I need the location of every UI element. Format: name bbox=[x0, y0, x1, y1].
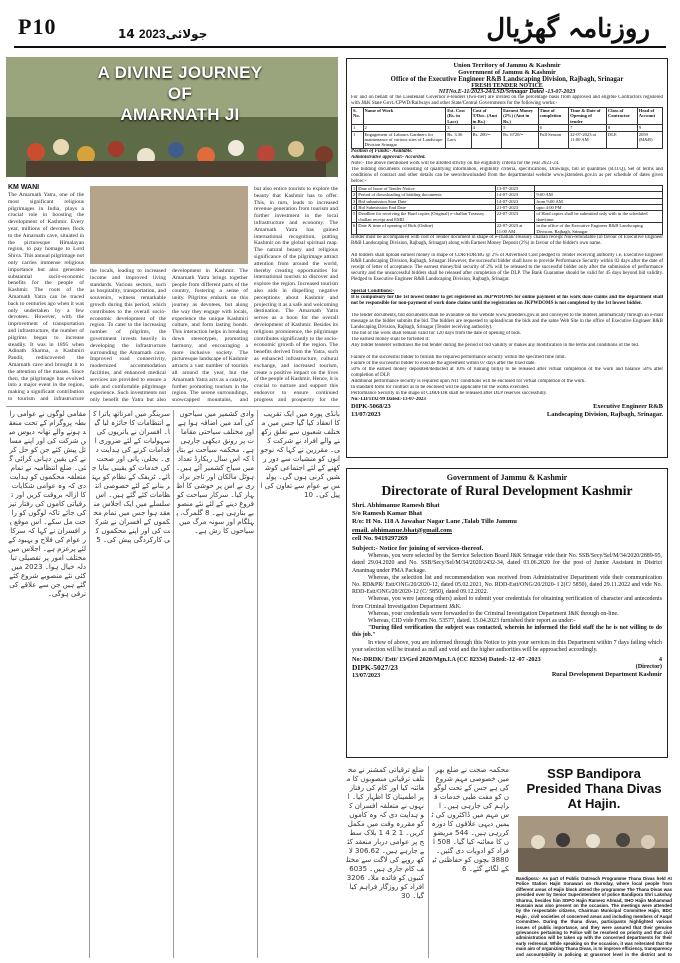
tender-sign-1: Executive Engineer R&B bbox=[593, 403, 663, 411]
rural-p3: Whereas, you were (among others) asked to submit your credentials for obtaining verification of character and antecedents from Criminal Investigation Department J&K. bbox=[352, 596, 662, 610]
rural-address-block bbox=[352, 502, 662, 553]
ssp-body: Bandipora:- As part of Public Outreach Programme Thana Divas held At Police Station Hajin Sonawari on thursday, where local people from different areas of Hajin block attend the programme The Thana Divas was presided over by Senior Superintendent of police Bandipora Shri Lakshay Sharma, besides him SDPO Hajin Rameez Ahmad, SHO Hajin Mohammad Hussain was also present on the occasion. The meetings were attended by the respectable citizens, Chairman Municipal Committee Hajin, BDC Hajin , civil societies of concerned areas and including members of Auqaf Committee. During the thana divas, participants highlighted various issues of public importance, and they were assured that their genuine grievances pertaining to Police will be resolved on priority and that civil administration will be taken up with the concerned departments for their early redressal. While speaking on the occasion, it was reiterated that the main aim of organizing Thana Divas, is to improve efficiency, transparency and accountability in policing at grassroot level in the district and to bbox=[516, 876, 672, 957]
tender-para-1: Bidder must be accompanied with cost of Tender document in shape of e-challan/Treasury challan receipt Non-refundable (in favour of Executive Engineer R&B Landscaping Division, Rajbagh, Srinagar) along with Earnest Money Deposit (2%) in favour of the bidder's own name. bbox=[351, 235, 663, 247]
schedule-cell: in the office of the Executive Engineer R&B Landscaping Division, Rajbagh, Srinagar bbox=[535, 223, 663, 235]
rural-no: No:-DRDK/ Estt/ 13/Grd 2020/Mgn.I.A (CC 82334) Dated:-12 -07 -2023 bbox=[352, 656, 541, 664]
table-header-cell: Name of Work bbox=[363, 108, 446, 125]
table-cell: Engagement of Labours Gardners for maintenance of various sites of Landscape Division Srinagar bbox=[363, 131, 446, 148]
urdu-column-3: وادی کشمیر میں سیاحوں کی آمد میں اضافہ ہوا ہے اور مختلف سیاحتی مقامات پر رونق دیکھی جارہی ہے۔ محکمہ سیاحت نے بتایا کہ اس سال ریکارڈ تعداد میں سیاح کشمیر آئے ہیں۔ ہوٹل مالکان اور تاجر برادری نے اس پر خوشی کا اظہار کیا۔ سرکار سیاحت کو فروغ دینے کے لئے نئے منصوبے بنارہی ہے۔ 8 گلمرگ، پہلگام اور سونہ مرگ میں سیاحوں کا رش ہے۔ bbox=[176, 410, 254, 535]
urdu-column-4: بانڈی پورہ میں ایک تقریب کا انعقاد کیا گیا جس میں مختلف شعبوں سے تعلق رکھنے والے افراد نے شرکت کی۔ مقررین نے کہا کہ نوجوانوں کو منشیات سے دور رکھنے کے لئے اجتماعی کوششیں کرنی ہوں گی۔ پولیس نے عوام سے تعاون کی اپیل کی۔ 10 bbox=[260, 410, 340, 499]
rural-p5: Whereas, CID vide Form No. 53577, dated. 15.04.2023 furnished their report as under:- bbox=[368, 618, 576, 625]
schedule-cell: Date & time of opening of Bids (Online) bbox=[357, 223, 495, 235]
meeting-photo-illustration bbox=[518, 816, 668, 872]
rural-addr-3: R/o: H No. 118 A Jawahar Nagar Lane ,Talab Tillo Jammu bbox=[352, 518, 517, 526]
table-cell: 2059 (M&R) bbox=[637, 131, 662, 148]
tender-sc-11: Performance Security in the shape of CDR/FDR shall be released after DLP reserves successfully. bbox=[351, 391, 548, 397]
tender-sc-4: The earnest money shall be forfeited if: bbox=[351, 337, 430, 343]
table-number-cell: 9 bbox=[637, 125, 662, 131]
newspaper-name: روزنامہ گھڑیال bbox=[486, 14, 650, 44]
tender-note: Note:- The above mentioned work will be allotted strictly on the eligibility criteria for the year 2023-24. bbox=[351, 160, 560, 166]
rural-sign-no: 4 bbox=[658, 656, 662, 664]
schedule-cell: Deadline for receiving the Hard copies (Original) e-challan Treasury challan receipt and EMD bbox=[357, 211, 495, 223]
tender-sc-1: It is compulsory for the 1st lowest bidder to get registered on JKPWDOMS for online payment of his work done claims and the department shall not be responsible for non-payment of work done claims until the registration on JKPWDOMS is not completed by the 1st lowest bidder. bbox=[351, 295, 663, 307]
table-number-cell: 3 bbox=[446, 125, 471, 131]
tender-org-2: Government of Jammu & Kashmir bbox=[458, 69, 556, 76]
table-header-cell: Class of Contractor bbox=[606, 108, 637, 125]
tender-special-heading: Special Conditions:- bbox=[351, 289, 395, 295]
rural-sign-1: (Director) bbox=[635, 663, 662, 671]
header-date bbox=[118, 27, 211, 41]
ssp-headline-2: Presided Thana Divas bbox=[526, 781, 662, 796]
tender-date: 13/07/2023 bbox=[351, 410, 381, 418]
tender-notice bbox=[346, 58, 668, 458]
table-row bbox=[352, 131, 663, 148]
lead-column-3: development in Kashmir. The Amarnath Yatra brings together people from different parts of the country, fostering a sense of unity. Pilgrims embark on this journey as devotees, but along the way they engage with locals, experience the unique Kashmiri culture, and form lasting bonds. This interaction helps in breaking down stereotypes, promoting harmony, and encouraging a more inclusive society. The picturesque landscape of Kashmir attracts a vast number of tourists all around the year, but the Amarnath Yatra acts as a catalyst, further promoting tourism in the region. The serene surroundings, snowcapped mountains, and bbox=[172, 268, 248, 402]
schedule-cell: 3 bbox=[353, 198, 356, 204]
table-header-cell: Est. Cost (Rs. in Lacs) bbox=[446, 108, 471, 125]
column-rule bbox=[89, 410, 90, 958]
ssp-headline bbox=[514, 766, 674, 811]
schedule-cell: of Hard copies shall be submitted only with in the scheduled date/time. bbox=[535, 211, 663, 223]
section-divider bbox=[6, 406, 340, 407]
lead-inset-photo bbox=[90, 186, 248, 264]
table-header-row bbox=[352, 108, 663, 125]
tender-sc-6: Failure of the successful bidder to furnish the required performance security within the specified time limit. bbox=[351, 355, 566, 361]
table-header-cell: S. No. bbox=[352, 108, 364, 125]
table-cell: Rs. 200/= bbox=[471, 131, 502, 148]
rural-p1: Whereas, you were selected by the Service Selection Board J&K Srinagar vide their No. SSB/Secy/Sel/M/34/2020/2889-95, dated 29.04.2020 and No. SSB/Secy/Sel/M/34/2020/2432-34, dated 03.06.2020 for the post of Junior Assistant in District Anantnag under PMA Package. bbox=[352, 553, 662, 574]
ssp-headline-3: At Hajin. bbox=[567, 796, 621, 811]
ssp-story bbox=[514, 766, 674, 958]
schedule-cell: from 9:00 AM bbox=[535, 198, 663, 204]
tender-intro: For and on behalf of the Lieutenant Governor e-tenders (two-tier) are invited on the percentage basis from approved and eligible Contractors registered with J&K State Govt./CPWD/Railways and other State/Central Governments for the following works:- bbox=[351, 95, 663, 106]
table-number-cell: 4 bbox=[471, 125, 502, 131]
schedule-cell: 14-07-2023 bbox=[495, 192, 535, 198]
header-date-year: 2023 bbox=[138, 27, 166, 41]
table-header-cell: Time of completion bbox=[538, 108, 568, 125]
schedule-cell: Period of downloading of bidding documents bbox=[357, 192, 495, 198]
tender-sc-9: Additional performance security is required upon NIT conditions will be enclosed for virtual completion of the work. bbox=[351, 379, 586, 385]
lead-byline: KM WANI bbox=[8, 184, 40, 191]
table-number-cell: 6 bbox=[538, 125, 568, 131]
column-rule bbox=[428, 766, 429, 958]
tender-admin: Administrative approval:- Accorded. bbox=[351, 154, 426, 160]
schedule-cell: Date of Issue of Tender Notice bbox=[357, 185, 495, 191]
ssp-photo bbox=[518, 816, 668, 872]
lead-column-1: The Amarnath Yatra, one of the most significant religious pilgrimages in India, plays a crucial role in boosting the development of Kashmir. Every year, millions of devotees flock to the Amarnath cave, situated in the picturesque Himalayan region, to pay homage to Lord Shiva. This annual pilgrimage not only carries immense religious importance but also generates substantial socio-economic benefits for the people of Kashmir. The roots of the Amarnath Yatra can be traced back to centuries ago when it was only undertaken by a few devotees. However, with the improvement of transportation and infrastructure, the number of pilgrims began to increase steadily. It was in 1895 when Adinath Sharma, a Kashmiri Pandit, rediscovered the Amarnath cave and brought it to the attention of the masses. Since then, the pilgrimage has evolved into a major event in the region, making a significant contribution to tourism and infrastructure bbox=[8, 192, 84, 402]
rural-footer bbox=[352, 656, 662, 680]
schedule-cell: upto 4:00 PM bbox=[535, 205, 663, 211]
rural-p2: Whereas, the selection list and recommendation was received from Administrative Department vide their communication No. RD&PR/ Estt/ONG/20/2020-12, dated 05.02.2021, No. RDD-Estt/ONG/20/2020- I 2(C/ 5850), dated 29.11.2022 and vide No. RDD-Estt/ONG/20/2020-12 (C/ 5850), dated 09.12.2022. bbox=[352, 574, 662, 596]
schedule-cell: 13-07-2023 bbox=[495, 185, 535, 191]
schedule-cell: Bid submission Start Date bbox=[357, 198, 495, 204]
table-number-cell: 5 bbox=[502, 125, 539, 131]
lead-headline bbox=[90, 62, 270, 125]
tender-sc-3: The bid of the work shall remain valid for 120 days from the date of opening of bids. bbox=[351, 331, 521, 337]
tender-sc-10: In standard form for contract as to be enclosed will be applicable for the works executed. bbox=[351, 385, 529, 391]
table-number-cell: 1 bbox=[352, 125, 364, 131]
rural-p6: "During filed verification the subject was contacted, wherein he informed the field staff the he is not willing to do this job." bbox=[352, 625, 662, 639]
tender-para-2: All bidders shall upload earnest money in shape of CDR/FDR/BG @ 2% of Advertised Cost pledged to Tender receiving authority i.e. Executive Engineer R&B Landscaping Division, Rajbagh, Srinagar. However, the successful bidder shall have to provide Performance Security within 02 days after the date of receipt of letter of acceptance. The earnest money/bid security of 2% will be released to the successful bidder only after the submission of performance security and the unsuccessful bidders shall be released after completion of the DLP. The Bank Guarantee should be valid for 45 days beyond bid validity. Pledged to Executive Engineer R&B Landscaping Division, Rajbagh, Srinagar. bbox=[351, 253, 663, 283]
rural-addr-2: S/o Ramesh Kamar Bhat bbox=[352, 510, 423, 518]
lead-headline-line-1: A DIVINE JOURNEY OF bbox=[97, 63, 263, 103]
tender-schedule-table bbox=[351, 185, 663, 235]
schedule-cell: 9:00 AM bbox=[535, 192, 663, 198]
page-number: P10 bbox=[18, 14, 57, 39]
schedule-cell: 5 bbox=[352, 211, 357, 223]
table-header-cell: Cost of T/Doc. (Amt in Rs.) bbox=[471, 108, 502, 125]
ssp-headline-1: SSP Bandipora bbox=[547, 766, 641, 781]
table-header-cell: Earnest Money (2%) (Amt in Rs.) bbox=[502, 108, 539, 125]
rural-gov: Government of Jammu & Kashmir bbox=[446, 473, 568, 482]
tender-footer bbox=[351, 403, 663, 418]
tender-sc-8: 50% of the earnest money deposited/deducted at 10% of running bill(s) to be released after virtual completion of the work and balance 50% after completion of DLP. bbox=[351, 367, 663, 379]
table-cell: Rs. 6720/= bbox=[502, 131, 539, 148]
schedule-row bbox=[352, 211, 663, 223]
rural-p7: In view of above, you are informed through this Notice to join your services in this Department within 7 days failing which your selection will be treated as null and void and the higher authorities will be approached accordingly. bbox=[352, 639, 662, 653]
header-rule bbox=[14, 46, 666, 48]
table-number-cell: 2 bbox=[363, 125, 446, 131]
lead-headline-line-2: AMARNATH JI bbox=[120, 105, 240, 124]
tender-no: No:-LD/1192-99 Dated:-13-07-2023 bbox=[351, 397, 426, 403]
column-rule bbox=[173, 410, 174, 958]
rural-email: email. abhimanue.bhat@gmail.com bbox=[352, 526, 452, 534]
column-rule bbox=[257, 410, 258, 958]
schedule-cell: 21-07-2023 bbox=[495, 205, 535, 211]
rural-sign-2: Rural Development Department Kashmir bbox=[551, 670, 662, 678]
tender-works-table bbox=[351, 107, 663, 149]
rural-date: 13/07/2023 bbox=[352, 672, 381, 680]
tender-bidding: The bidding documents consisting of qualifying information, eligibility criteria, specifications, Drawings, bill of quantities (B.O.Q), Set of terms and conditions of contract and other details can be seen/downloaded from the departmental website www.jktenders.gov.in as per schedule of dates given below:- bbox=[351, 166, 663, 184]
table-number-cell: 7 bbox=[569, 125, 607, 131]
schedule-cell: 2 bbox=[353, 192, 356, 198]
rural-p4: Whereas, your credentials were forwarded to the Criminal Investigation Department J&K through on-line. bbox=[368, 610, 619, 617]
rural-addr-1: Shri. Abhimanue Ramesh Bhat bbox=[352, 502, 440, 509]
rural-body bbox=[352, 553, 662, 654]
schedule-cell: 1 bbox=[353, 185, 356, 191]
schedule-cell: 4 bbox=[353, 205, 356, 211]
rural-notice bbox=[346, 468, 668, 758]
tender-title: FRESH TENDER NOTICE bbox=[471, 83, 543, 89]
rural-code: DIPK-5027/23 bbox=[352, 663, 398, 673]
table-header-cell: Time & Date of Opening of tender bbox=[569, 108, 607, 125]
lead-column-2: the locals, leading to increased income and improved living standards. Various sectors, such as hospitality, transportation, and souvenirs, witness remarkable growth during this period, which contributes to the overall socio-economic development of the region. To cater to the increasing number of pilgrims, the government invests heavily in developing the infrastructure surrounding the Amarnath cave. Improved road connectivity, modernized accommodation facilities, and enhanced medical services are provided to ensure a safe and comfortable pilgrimage experience. Such investments not only benefit the Yatra but also bbox=[90, 268, 166, 402]
tender-position: Position of Funds:- Available. bbox=[351, 148, 413, 154]
rural-subject: Subject:- Notice for joining of services-thereof. bbox=[352, 545, 484, 553]
table-cell: Rs. 3.36 Lacs bbox=[446, 131, 471, 148]
tender-org-1: Union Territory of Jammu & Kashmir bbox=[453, 62, 561, 69]
tender-sc-7: Failure of the successful bidder to execute the agreement within 07 days after the fixed date. bbox=[351, 361, 536, 367]
lead-column-4: but also entice tourists to explore the beauty that Kashmir has to offer. This, in turn, leads to increased revenue generation from tourism and further investment in the local infrastructure and economy. The Amarnath Yatra has gained international recognition, putting Kashmir on the global spiritual map. The natural beauty and religious significance of the pilgrimage attract attention from around the world, thereby creating opportunities for international tourists to discover and explore the region. Increased tourism also aids in dispelling negative perceptions about Kashmir and projecting it as a safe and welcoming destination. The Amarnath Yatra serves as a boon for the overall development of Kashmir. Besides its religious prominence, the pilgrimage contributes significantly to the socio-economic growth of the region. The benefits derived from the Yatra, such as enhanced infrastructure, cultural exchange, and increased tourism, create a positive impact on the lives of the people of Kashmir. Hence, it is crucial to nurture and support this endeavor to ensure continued progress and prosperity for the bbox=[254, 186, 338, 402]
schedule-cell: 6 bbox=[352, 223, 357, 235]
urdu-column-2: سرینگر میں امرناتھ یاترا کے انتظامات کا جائزہ لیا گیا۔ افسران نے یاتریوں کی سہولیات کے لئے ضروری اقدامات کرنے کی ہدایت دی۔ بجلی، پانی اور صحت کی خدمات کو یقینی بنایا جائے۔ ٹریفک کے نظام کو بہتر بنانے کے لئے خصوصی انتظامات کئے گئے ہیں۔ اس سلسلے میں ایک اجلاس منعقد ہوا جس میں تمام محکموں کے افسران نے شرکت کی اور اپنے محکموں کی کارکردگی پیش کی۔ 5 bbox=[92, 410, 170, 544]
schedule-row bbox=[352, 223, 663, 235]
table-number-cell: 8 bbox=[606, 125, 637, 131]
urdu-column-5: ضلع ترقیاتی کمشنر نے مختلف ترقیاتی منصوبوں کا معائنہ کیا اور کام کی رفتار پر اطمینان کا اظہار کیا۔ انہوں نے متعلقہ افسران کو ہدایت دی کہ وہ کاموں کو مقررہ وقت میں مکمل کریں۔ 1 2 4 1 بلاک سطح پر عوامی دربار منعقد کئے جارہے ہیں۔ 306.62 لاکھ روپے کی لاگت سے مختلف کام جاری ہیں۔ 6035 کنبوں کو فائدہ ملا۔ 3206 افراد کو روزگار فراہم کیا گیا۔ 30 bbox=[346, 766, 424, 900]
tender-sc-2: The tender documents, bid documents shall be available on the website www.jktenders.gov.in and conveyed to the bidders automatically through an e-mail message as the bidder submits the bid. The bidders are requested to upload/scan the bids and the same Web Site in the office of Executive Engineer R&B Landscaping Division, Rajbagh, Srinagar (Tender receiving authority). bbox=[351, 313, 663, 331]
table-cell: Full Season bbox=[538, 131, 568, 148]
urdu-column-1: مقامی لوگوں نے عوامی رابطہ پروگرام کے تحت منعقد ہونے والے تھانہ دیوس میں شرکت کی اور اپنے مسائل پیش کئے جن کو حل کرنے کی یقین دہانی کرائی گئی۔ ضلع انتظامیہ نے تمام متعلقہ محکموں کو ہدایت دی کہ وہ عوامی شکایات کا ازالہ بروقت کریں اور ترقیاتی کاموں کی رفتار تیز کی جائے تاکہ لوگوں کو راحت مل سکے۔ اس موقع پر افسران نے کہا کہ سرکار عوام کی فلاح و بہبود کے لئے پرعزم ہے۔ اجلاس میں مختلف امور پر تفصیلی تبادلہ خیال ہوا۔ 2023 میں کئی نئے منصوبے شروع کئے گئے ہیں جن سے علاقے کی ترقی ہوگی۔ bbox=[8, 410, 86, 598]
header-date-urdu: 14 جولائی bbox=[118, 27, 208, 41]
page-header bbox=[0, 0, 680, 52]
table-cell: DLE bbox=[606, 131, 637, 148]
table-cell: 1 bbox=[352, 131, 364, 148]
rural-title: Directorate of Rural Development Kashmir bbox=[381, 483, 633, 498]
urdu-column-6: محکمہ صحت نے ضلع بھر میں خصوصی مہم شروع کی ہے جس کے تحت لوگوں کو مفت طبی خدمات فراہم کی جارہی ہیں۔ اس مہم میں ڈاکٹروں کی ٹیمیں دیہی علاقوں کا دورہ کررہی ہیں۔ 544 مریضوں کا معائنہ کیا گیا۔ 508 افراد کو ادویات دی گئیں۔ 3880 بچوں کو حفاظتی ٹیکے لگائے گئے۔ 6 bbox=[431, 766, 509, 873]
rural-cell: cell No. 9419297269 bbox=[352, 534, 408, 542]
tender-ref: NITNo.E-11/2023-24/LSD/Srinagar Dated -13-07-2023 bbox=[438, 89, 576, 95]
schedule-cell: 14-07-2023 bbox=[495, 198, 535, 204]
table-cell: 22-07-2023 at 11:00 AM bbox=[569, 131, 607, 148]
table-header-cell: Head of Account bbox=[637, 108, 662, 125]
schedule-cell: 22-07-2023 bbox=[495, 211, 535, 223]
tender-sign-2: Landscaping Division, Rajbagh, Srinagar. bbox=[546, 410, 663, 418]
tender-code: DIPK-5068/23 bbox=[351, 403, 391, 411]
tender-org-3: Office of the Executive Engineer R&B Landscaping Division, Rajbagh, Srinagar bbox=[390, 76, 624, 83]
tender-sc-5: Any bidder tenderer withdraws the bid tender during the period of bid validity or makes any modification in the terms and conditions of the bid. bbox=[351, 343, 640, 349]
schedule-cell: 22-07-2023 at 11:00 AM bbox=[495, 223, 535, 235]
schedule-cell: Bid Submission End Date bbox=[357, 205, 495, 211]
